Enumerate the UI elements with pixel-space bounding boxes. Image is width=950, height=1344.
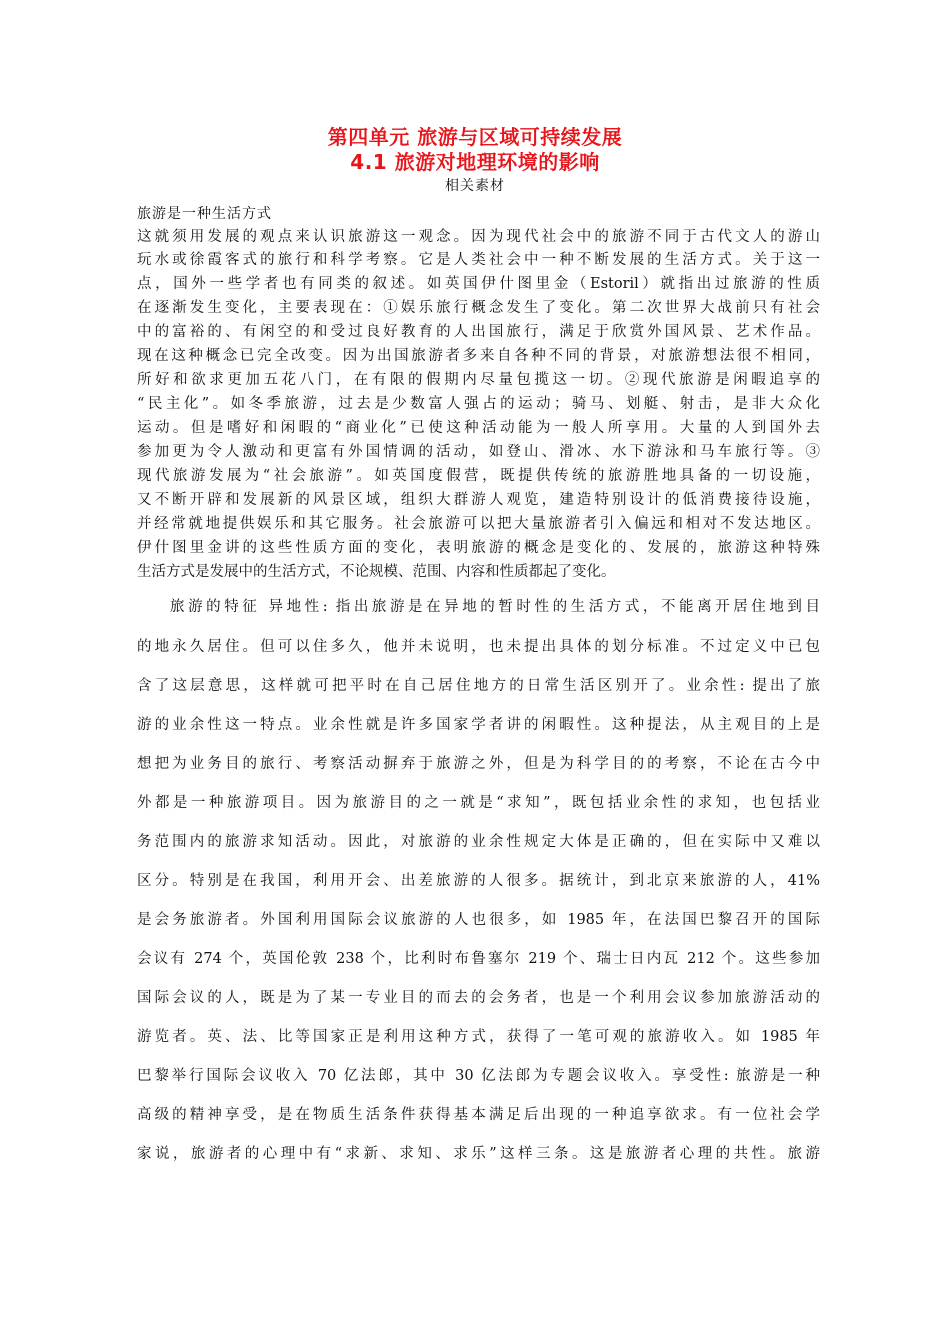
paragraph-line: 现代旅游发展为“社会旅游”。如英国度假营，既提供传统的旅游胜地具备的一切设施， (137, 468, 820, 484)
paragraph-line: 并经常就地提供娱乐和其它服务。社会旅游可以把大量旅游者引入偏远和相对不发达地区。 (137, 516, 820, 532)
paragraph-line: 高级的精神享受，是在物质生活条件获得基本满足后出现的一种追享欲求。有一位社会学 (137, 1107, 820, 1123)
paragraph-line: 又不断开辟和发展新的风景区域，组织大群游人观览，建造特别设计的低消费接待设施， (137, 492, 820, 508)
paragraph-line: 所好和欲求更加五花八门，在有限的假期内尽量包揽这一切。②现代旅游是闲暇追享的 (137, 372, 820, 388)
paragraph-line: 现在这种概念已完全改变。因为出国旅游者多来自各种不同的背景，对旅游想法很不相同， (137, 348, 820, 364)
document-title: 第四单元 旅游与区域可持续发展 (327, 125, 623, 149)
paragraph-line: 游的业余性这一特点。业余性就是许多国家学者讲的闲暇性。这种提法，从主观目的上是 (137, 717, 820, 733)
paragraph-line: 区分。特别是在我国，利用开会、出差旅游的人很多。据统计，到北京来旅游的人，41% (137, 873, 820, 889)
paragraph-line: 务范围内的旅游求知活动。因此，对旅游的业余性规定大体是正确的，但在实际中又难以 (137, 834, 820, 850)
paragraph-line: 中的富裕的、有闲空的和受过良好教育的人出国旅行，满足于欣赏外国风景、艺术作品。 (137, 324, 820, 340)
paragraph-line: 国际会议的人，既是为了某一专业目的而去的会务者，也是一个利用会议参加旅游活动的 (137, 990, 820, 1006)
document-subtitle-section: 4.1 旅游对地理环境的影响 (350, 150, 600, 174)
paragraph-line: 游览者。英、法、比等国家正是利用这种方式，获得了一笔可观的旅游收入。如 1985 年 (137, 1029, 820, 1045)
paragraph-line: 点，国外一些学者也有同类的叙述。如英国伊什图里金（Estoril）就指出过旅游的性质 (137, 276, 820, 292)
paragraph-line: 想把为业务目的旅行、考察活动摒弃于旅游之外，但是为科学目的的考察，不论在古今中 (137, 756, 820, 772)
paragraph-line: 这就须用发展的观点来认识旅游这一观念。因为现代社会中的旅游不同于古代文人的游山 (137, 229, 820, 245)
section-heading: 旅游是一种生活方式 (137, 206, 272, 222)
paragraph-line: 的地永久居住。但可以住多久，他并未说明，也未提出具体的划分标准。不过定义中已包 (137, 639, 820, 655)
paragraph-line: 家说，旅游者的心理中有“求新、求知、求乐”这样三条。这是旅游者心理的共性。旅游 (137, 1146, 820, 1162)
paragraph-line: 玩水或徐霞客式的旅行和科学考察。它是人类社会中一种不断发展的生活方式。关于这一 (137, 252, 820, 268)
paragraph-line: 生活方式是发展中的生活方式，不论规模、范围、内容和性质都起了变化。 (137, 564, 616, 580)
materials-label: 相关素材 (445, 178, 505, 194)
paragraph-line: 含了这层意思，这样就可把平时在自己居住地方的日常生活区别开了。业余性: 提出了旅 (137, 678, 820, 694)
paragraph-line: 巴黎举行国际会议收入 70 亿法郎，其中 30 亿法郎为专题会议收入。享受性: 旅游是一种 (137, 1068, 820, 1084)
paragraph-line: 外都是一种旅游项目。因为旅游目的之一就是“求知”，既包括业余性的求知，也包括业 (137, 795, 820, 811)
paragraph-line: 运动。但是嗜好和闲暇的“商业化”已使这种活动能为一般人所享用。大量的人到国外去 (137, 420, 820, 436)
paragraph-line: 旅游的特征 异地性: 指出旅游是在异地的暂时性的生活方式，不能离开居住地到目 (170, 599, 820, 615)
paragraph-line: 参加更为令人激动和更富有外国情调的活动，如登山、滑冰、水下游泳和马车旅行等。③ (137, 444, 820, 460)
paragraph-line: 伊什图里金讲的这些性质方面的变化，表明旅游的概念是变化的、发展的，旅游这种特殊 (137, 540, 820, 556)
paragraph-line: “民主化”。如冬季旅游，过去是少数富人强占的运动；骑马、划艇、射击，是非大众化 (137, 396, 820, 412)
paragraph-line: 是会务旅游者。外国利用国际会议旅游的人也很多，如 1985 年，在法国巴黎召开的国际 (137, 912, 820, 928)
paragraph-line: 在逐渐发生变化，主要表现在：①娱乐旅行概念发生了变化。第二次世界大战前只有社会 (137, 300, 820, 316)
paragraph-line: 会议有 274 个，英国伦敦 238 个，比利时布鲁塞尔 219 个、瑞士日内瓦 212 个。这些参加 (137, 951, 820, 967)
